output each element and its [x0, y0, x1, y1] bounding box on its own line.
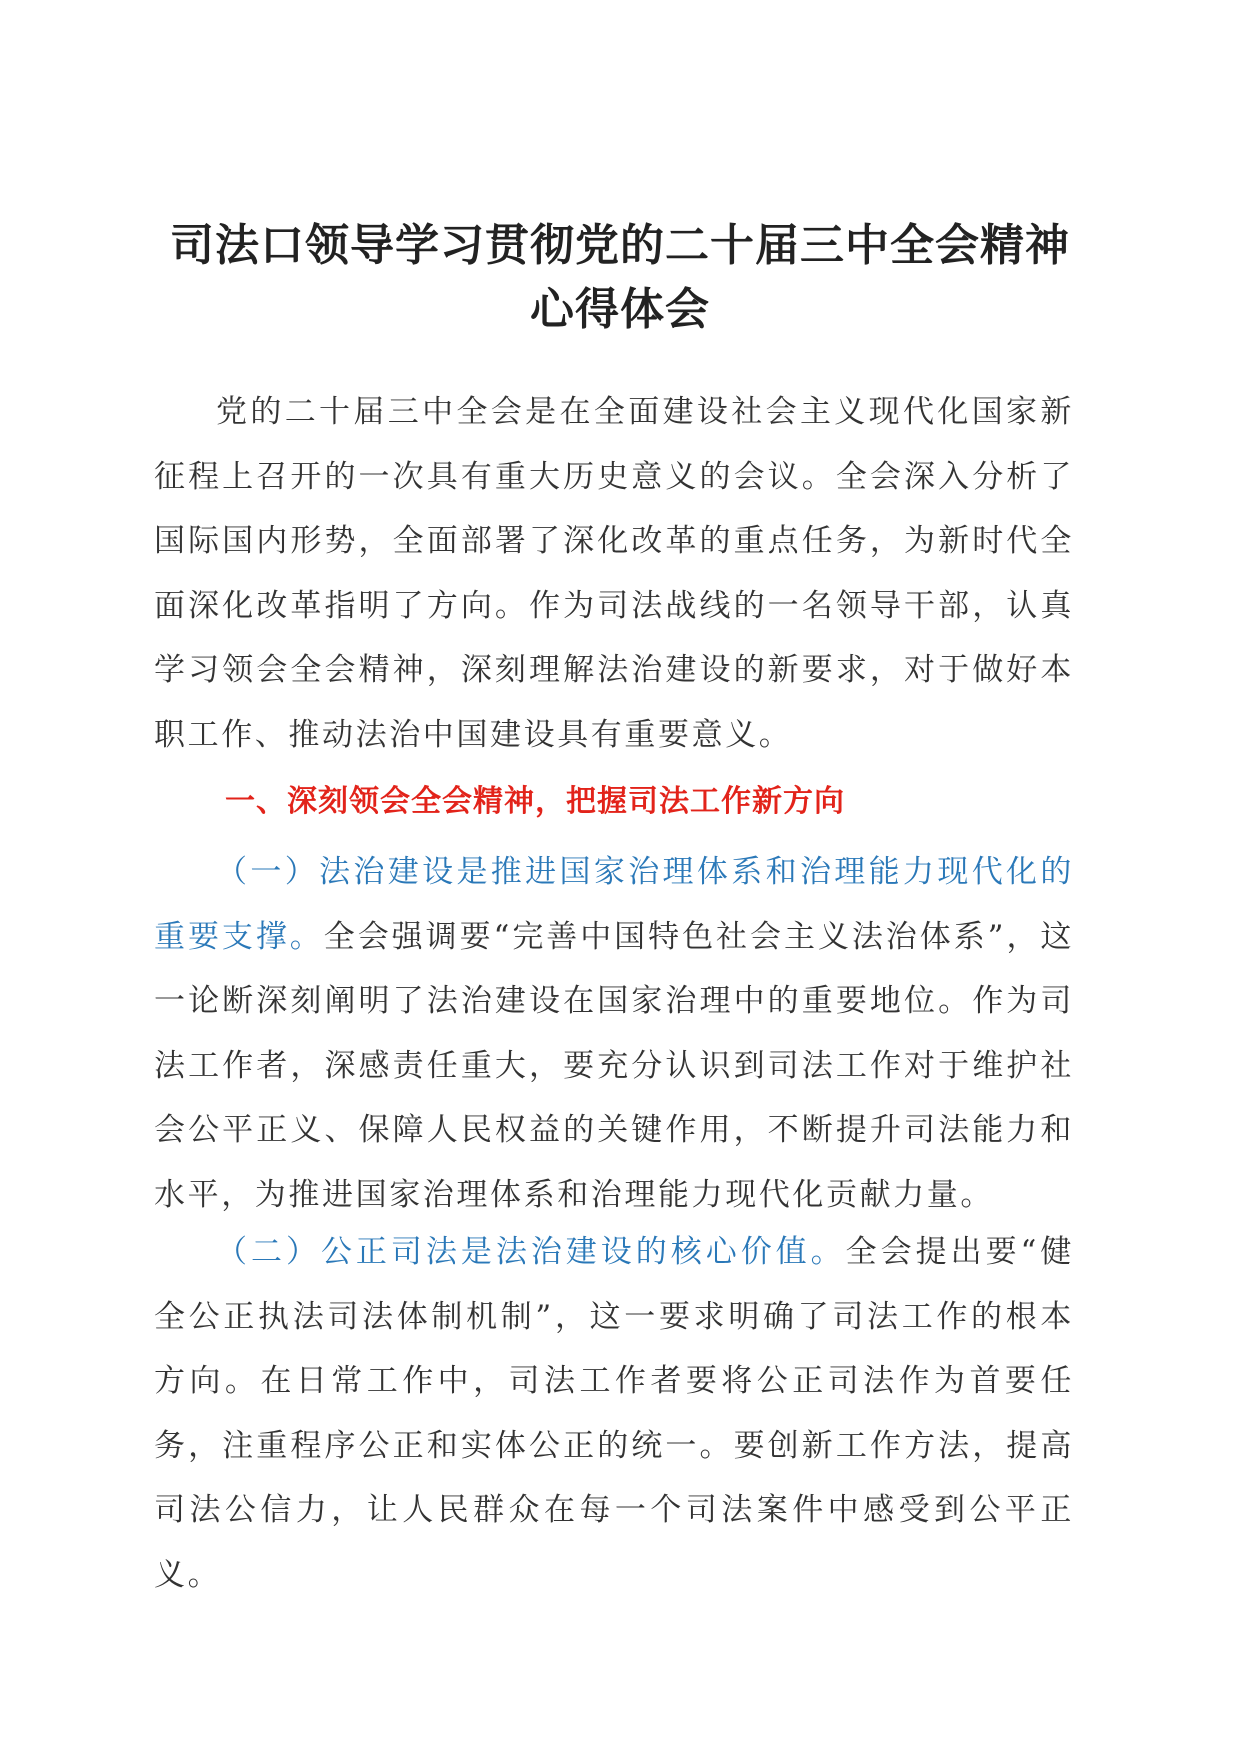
intro-paragraph: [154, 380, 1074, 767]
document-title-line2: 心得体会: [530, 284, 710, 335]
sub1-text: [154, 840, 1074, 1227]
sub2-paragraph: [154, 1220, 1074, 1607]
sub1-body: 全会强调要“完善中国特色社会主义法治体系”，这一论断深刻阐明了法治建设在国家治理中的重要地位。作为司法工作者，深感责任重大，要充分认识到司法工作对于维护社会公平正义、保障人民权益的关键作用，不断提升司法能力和水平，为推进国家治理体系和治理能力现代化贡献力量。: [154, 918, 1075, 1213]
intro-text: 党的二十届三中全会是在全面建设社会主义现代化国家新征程上召开的一次具有重大历史意义的会议。全会深入分析了国际国内形势，全面部署了深化改革的重点任务，为新时代全面深化改革指明了方向。作为司法战线的一名领导干部，认真学习领会全会精神，深刻理解法治建设的新要求，对于做好本职工作、推动法治中国建设具有重要意义。: [154, 394, 1074, 753]
sub2-heading: （二）公正司法是法治建设的核心价值。: [216, 1234, 846, 1270]
sub2-text: [154, 1220, 1074, 1607]
sub1-heading: （一）法治建设是推进国家治理体系和治理能力现代化的重要支撑。: [154, 854, 1074, 955]
sub2-body: 全会提出要“健全公正执法司法体制机制”，这一要求明确了司法工作的根本方向。在日常工作中，司法工作者要将公正司法作为首要任务，注重程序公正和实体公正的统一。要创新工作方法，提高司法公信力，让人民群众在每一个司法案件中感受到公平正义。: [154, 1234, 1074, 1593]
document-title-line1: 司法口领导学习贯彻党的二十届三中全会精神: [170, 220, 1070, 271]
sub1-paragraph: [154, 840, 1074, 1227]
section1-heading: 一、深刻领会全会精神，把握司法工作新方向: [225, 784, 845, 819]
